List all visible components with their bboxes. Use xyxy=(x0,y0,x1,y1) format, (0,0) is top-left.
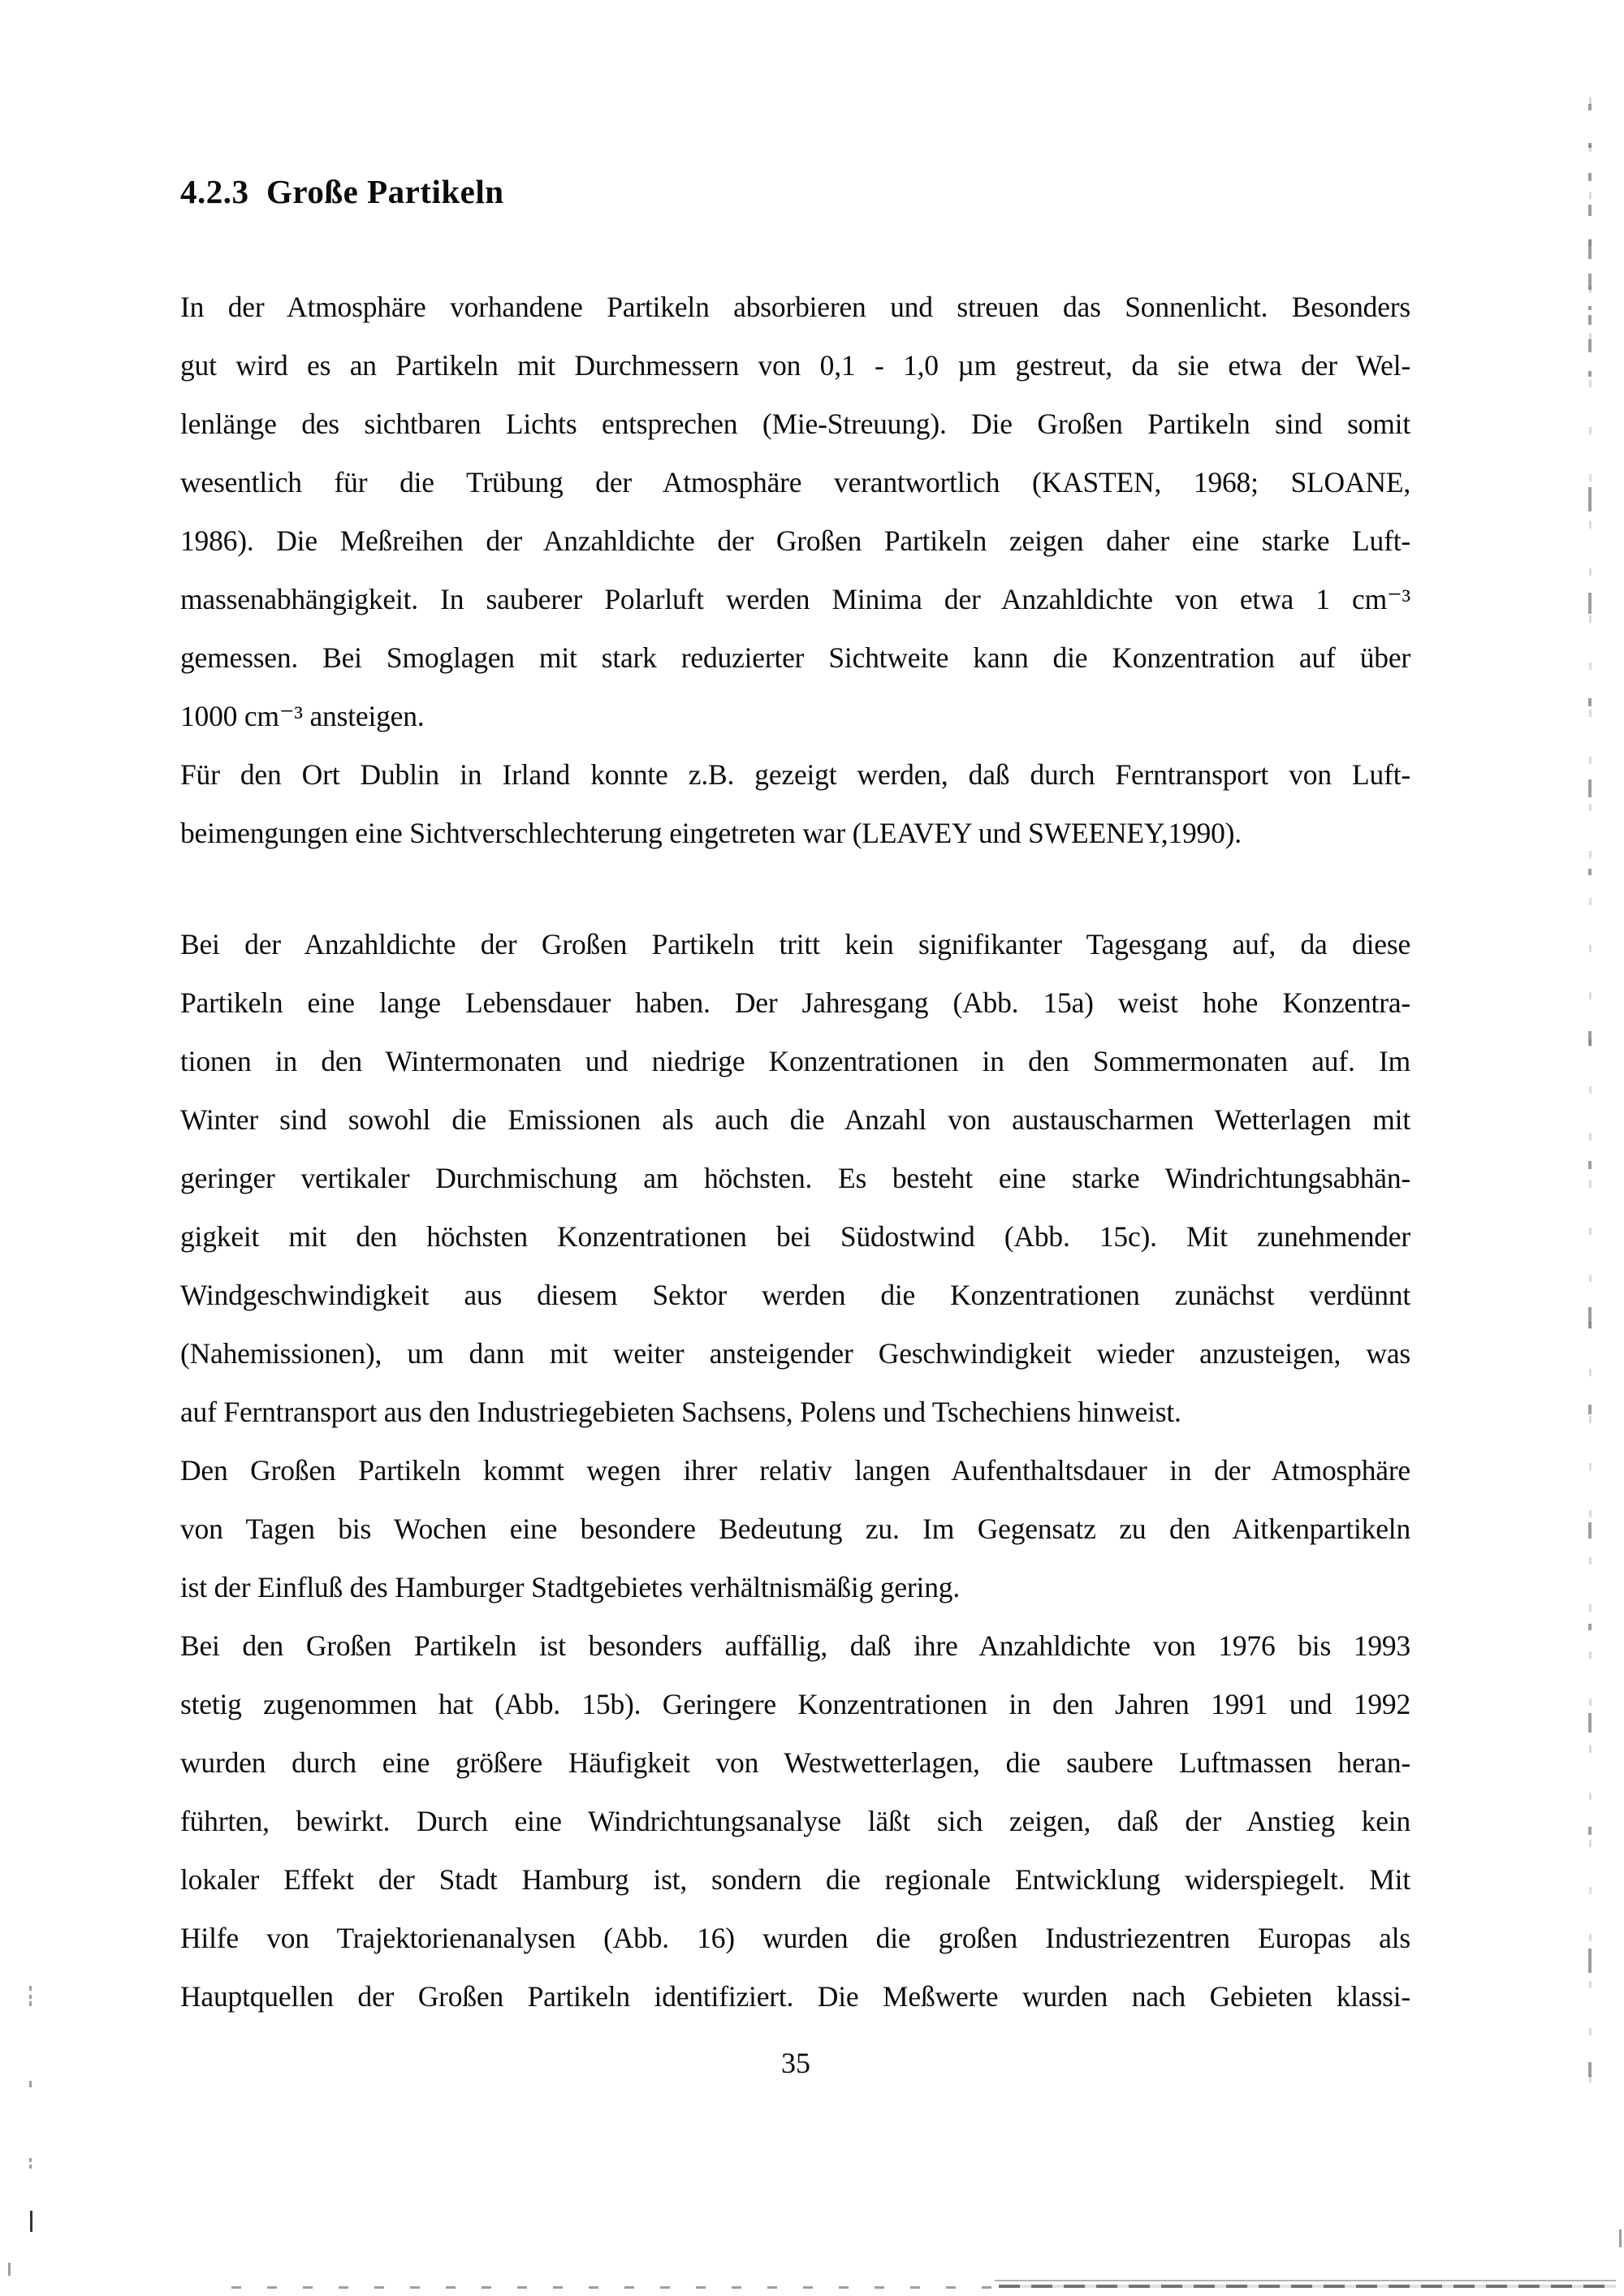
scan-artifact xyxy=(29,2164,32,2169)
scan-artifact xyxy=(1588,143,1592,148)
scan-artifact xyxy=(29,2001,32,2006)
scan-artifact xyxy=(29,1986,32,1991)
paragraph xyxy=(180,1616,1410,2026)
scan-artifact xyxy=(1588,2062,1592,2077)
scan-artifact-bottom-dashes xyxy=(231,2286,999,2289)
text-line: Für den Ort Dublin in Irland konnte z.B. gezeigt werden, daß durch Ferntransport von Luft- xyxy=(180,758,1410,791)
scan-artifact-bottom-bar xyxy=(995,2280,1616,2281)
text-line: In der Atmosphäre vorhandene Partikeln absorbieren und streuen das Sonnenlicht. Besonders xyxy=(180,291,1410,323)
text-line: Hauptquellen der Großen Partikeln identifiziert. Die Meßwerte wurden nach Gebieten klassi- xyxy=(180,1980,1410,2013)
text-line: wesentlich für die Trübung der Atmosphäre verantwortlich (KASTEN, 1968; SLOANE, xyxy=(180,466,1410,498)
text-line: geringer vertikaler Durchmischung am höchsten. Es besteht eine starke Windrichtungsabhän- xyxy=(180,1162,1410,1194)
text-line: ist der Einfluß des Hamburger Stadtgebietes verhältnismäßig gering. xyxy=(180,1571,960,1603)
scan-artifact xyxy=(1588,1713,1592,1733)
text-line: lenlänge des sichtbaren Lichts entsprechen (Mie-Streuung). Die Großen Partikeln sind somit xyxy=(180,408,1410,440)
scan-artifact xyxy=(1588,1624,1592,1630)
text-line: gut wird es an Partikeln mit Durchmessern von 0,1 - 1,0 µm gestreut, da sie etwa der Wel- xyxy=(180,349,1410,382)
text-line: lokaler Effekt der Stadt Hamburg ist, sondern die regionale Entwicklung widerspiegelt. Mit xyxy=(180,1863,1410,1896)
scan-artifact xyxy=(1588,339,1592,352)
scan-artifact xyxy=(1588,1827,1592,1835)
text-line: massenabhängigkeit. In sauberer Polarluft werden Minima der Anzahldichte von etwa 1 cm⁻³ xyxy=(180,583,1410,615)
text-line: 1986). Die Meßreihen der Anzahldichte der Großen Partikeln zeigen daher eine starke Luft- xyxy=(180,524,1410,557)
scan-artifact xyxy=(1588,1307,1592,1328)
scan-artifact xyxy=(8,2263,11,2276)
text-line: (Nahemissionen), um dann mit weiter ansteigender Geschwindigkeit wieder anzusteigen, was xyxy=(180,1337,1410,1370)
paragraph xyxy=(180,1441,1410,1616)
text-line: von Tagen bis Wochen eine besondere Bedeutung zu. Im Gegensatz zu den Aitkenpartikeln xyxy=(180,1513,1410,1545)
text-line: Partikeln eine lange Lebensdauer haben. Der Jahresgang (Abb. 15a) weist hohe Konzentra- xyxy=(180,986,1410,1019)
body-text xyxy=(180,278,1410,2026)
text-line: Den Großen Partikeln kommt wegen ihrer relativ langen Aufenthaltsdauer in der Atmosphäre xyxy=(180,1454,1410,1487)
scan-artifact-right-column xyxy=(1589,97,1592,2087)
scan-artifact xyxy=(1588,104,1592,110)
scan-artifact xyxy=(1588,240,1592,259)
scan-artifact xyxy=(1619,2229,1622,2247)
text-line: gemessen. Bei Smoglagen mit stark reduzierter Sichtweite kann die Konzentration auf über xyxy=(180,641,1410,674)
scan-artifact xyxy=(1588,779,1592,797)
text-line: führten, bewirkt. Durch eine Windrichtungsanalyse läßt sich zeigen, daß der Anstieg kein xyxy=(180,1805,1410,1837)
scan-artifact xyxy=(1588,371,1592,377)
text-line: beimengungen eine Sichtverschlechterung eingetreten war (LEAVEY und SWEENEY,1990). xyxy=(180,817,1242,849)
scan-artifact xyxy=(29,2158,32,2162)
scan-artifact xyxy=(29,2081,32,2087)
scan-artifact xyxy=(1588,1522,1592,1539)
scan-artifact xyxy=(1588,306,1592,310)
text-line: Winter sind sowohl die Emissionen als auch die Anzahl von austauscharmen Wetterlagen mit xyxy=(180,1103,1410,1136)
scan-artifact xyxy=(30,2211,32,2232)
scan-artifact xyxy=(1588,698,1592,706)
text-line: Bei der Anzahldichte der Großen Partikeln tritt kein signifikanter Tagesgang auf, da diese xyxy=(180,928,1410,960)
section-heading: 4.2.3 Große Partikeln xyxy=(180,173,504,210)
scan-artifact xyxy=(1588,487,1592,511)
scan-artifact xyxy=(1588,593,1592,614)
page-number: 35 xyxy=(781,2047,810,2079)
text-line: 1000 cm⁻³ ansteigen. xyxy=(180,700,425,732)
scan-artifact xyxy=(29,1995,32,1999)
paragraph xyxy=(180,915,1410,1441)
scan-artifact xyxy=(1588,205,1592,216)
text-line: auf Ferntransport aus den Industriegebieten Sachsens, Polens und Tschechiens hinweist. xyxy=(180,1396,1181,1428)
scan-artifact xyxy=(1588,1405,1592,1414)
scan-artifact xyxy=(1588,1949,1592,1973)
paragraph xyxy=(180,278,1410,745)
text-line: Hilfe von Trajektorienanalysen (Abb. 16) wurden die großen Industriezentren Europas als xyxy=(180,1922,1410,1954)
text-line: stetig zugenommen hat (Abb. 15b). Geringere Konzentrationen in den Jahren 1991 und 1992 xyxy=(180,1688,1410,1720)
text-line: wurden durch eine größere Häufigkeit von Westwetterlagen, die saubere Luftmassen heran- xyxy=(180,1746,1410,1779)
text-line: gigkeit mit den höchsten Konzentrationen bei Südostwind (Abb. 15c). Mit zunehmender xyxy=(180,1220,1410,1253)
scan-artifact xyxy=(1588,1161,1592,1169)
scan-artifact xyxy=(1588,274,1592,290)
scan-artifact xyxy=(1588,315,1592,325)
scan-artifact xyxy=(1588,869,1592,875)
scan-artifact xyxy=(1588,173,1592,181)
text-line: tionen in den Wintermonaten und niedrige Konzentrationen in den Sommermonaten auf. Im xyxy=(180,1045,1410,1077)
scan-artifact xyxy=(1588,1031,1592,1046)
text-line: Windgeschwindigkeit aus diesem Sektor werden die Konzentrationen zunächst verdünnt xyxy=(180,1279,1410,1311)
scan-artifact-bottom-dashes xyxy=(999,2285,1616,2288)
text-line: Bei den Großen Partikeln ist besonders auffällig, daß ihre Anzahldichte von 1976 bis 1993 xyxy=(180,1629,1410,1662)
paragraph xyxy=(180,745,1410,862)
